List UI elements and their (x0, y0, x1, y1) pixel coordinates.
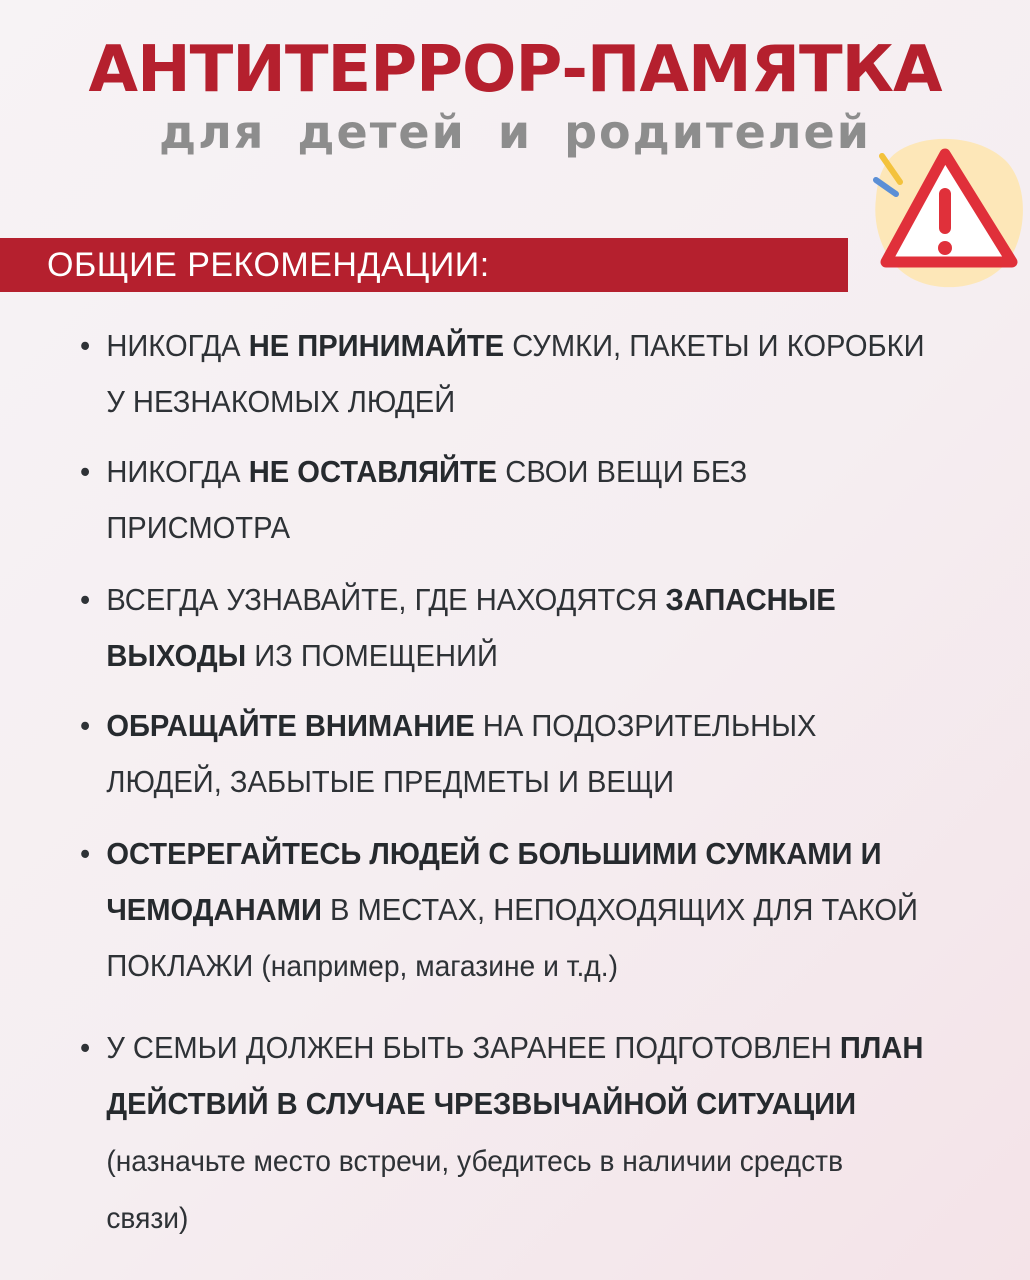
item-text: НИКОГДА (106, 328, 249, 363)
bullet-icon: • (80, 836, 91, 871)
warning-exclamation-bar (939, 188, 951, 234)
list-item-text (106, 698, 926, 810)
item-emphasis: ЗАПАСНЫЕ ВЫХОДЫ (106, 582, 836, 673)
item-emphasis: ОБРАЩАЙТЕ ВНИМАНИЕ (106, 708, 475, 743)
item-emphasis: НЕ ОСТАВЛЯЙТЕ (248, 454, 498, 489)
bullet-icon: • (80, 708, 91, 743)
bullet-icon: • (80, 1030, 91, 1065)
item-text: НИКОГДА (106, 454, 249, 489)
list-item (80, 318, 926, 430)
list-item-text (106, 572, 926, 684)
warning-exclamation-dot (938, 241, 952, 255)
bullet-icon: • (80, 328, 91, 363)
list-item (80, 444, 926, 556)
item-text: СУМКИ, ПАКЕТЫ И КОРОБКИ У НЕЗНАКОМЫХ ЛЮДЕЙ (106, 328, 925, 419)
item-text: НА ПОДОЗРИТЕЛЬНЫХ ЛЮДЕЙ, ЗАБЫТЫЕ ПРЕДМЕТЫ И ВЕЩИ (106, 708, 817, 799)
section-heading: ОБЩИЕ РЕКОМЕНДАЦИИ: (47, 246, 490, 284)
item-text: В МЕСТАХ, НЕПОДХОДЯЩИХ ДЛЯ ТАКОЙ ПОКЛАЖИ (106, 892, 918, 983)
list-item-text (106, 1020, 926, 1247)
item-note: (например, магазине и т.д.) (261, 950, 618, 983)
list-item (80, 1020, 926, 1247)
list-item (80, 698, 926, 810)
item-note: (назначьте место встречи, убедитесь в наличии средств связи) (106, 1145, 844, 1235)
page-title: АНТИТЕРРОР-ПАМЯТКА (88, 33, 942, 107)
bullet-icon: • (80, 582, 91, 617)
item-emphasis: ОСТЕРЕГАЙТЕСЬ ЛЮДЕЙ С БОЛЬШИМИ СУМКАМИ И ЧЕМОДАНАМИ (106, 836, 882, 927)
item-emphasis: НЕ ПРИНИМАЙТЕ (248, 328, 505, 363)
item-text: ВСЕГДА УЗНАВАЙТЕ, ГДЕ НАХОДЯТСЯ (106, 582, 666, 617)
bullet-icon: • (80, 454, 91, 489)
item-text: У СЕМЬИ ДОЛЖЕН БЫТЬ ЗАРАНЕЕ ПОДГОТОВЛЕН (106, 1030, 840, 1065)
list-item-text (106, 444, 926, 556)
item-emphasis: ПЛАН ДЕЙСТВИЙ В СЛУЧАЕ ЧРЕЗВЫЧАЙНОЙ СИТУАЦИИ (106, 1030, 924, 1121)
list-item-text (106, 826, 926, 995)
list-item-text (106, 318, 926, 430)
list-item (80, 826, 926, 995)
list-item (80, 572, 926, 684)
warning-triangle-icon (860, 130, 1030, 300)
section-banner (0, 238, 848, 292)
item-text: ИЗ ПОМЕЩЕНИЙ (246, 638, 498, 673)
page-subtitle: для детей и родителей (159, 105, 871, 159)
item-text: СВОИ ВЕЩИ БЕЗ ПРИСМОТРА (106, 454, 748, 545)
